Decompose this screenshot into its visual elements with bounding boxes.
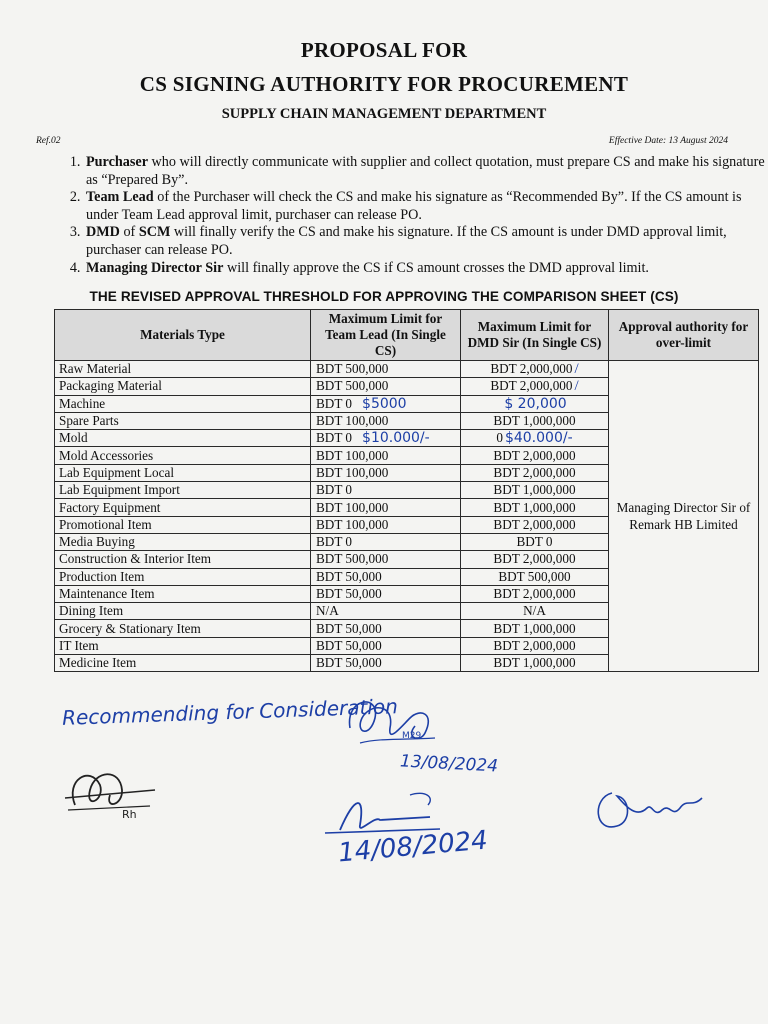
dmd-limit-cell <box>461 516 609 533</box>
dmd-limit-value: BDT 500,000 <box>498 568 571 584</box>
team-lead-limit-cell <box>311 447 461 464</box>
team-lead-limit-value: BDT 500,000 <box>316 551 389 567</box>
material-type-cell: Lab Equipment Local <box>55 464 311 481</box>
handwritten-date-1: 13/08/2024 <box>399 751 499 777</box>
dmd-limit-cell <box>461 585 609 602</box>
dmd-limit-value: BDT 2,000,000 <box>493 447 576 463</box>
dmd-limit-cell <box>461 482 609 499</box>
material-type-cell: Packaging Material <box>55 378 311 395</box>
document-title-line-1: PROPOSAL FOR <box>300 38 468 62</box>
signature-1 <box>340 688 450 758</box>
dmd-limit-value: BDT 0 <box>516 534 553 550</box>
rule-role: Purchaser <box>86 154 148 170</box>
team-lead-limit-cell <box>311 464 461 481</box>
material-type-cell: IT Item <box>55 637 311 654</box>
material-type-cell: Grocery & Stationary Item <box>55 620 311 637</box>
material-type-cell: Raw Material <box>55 361 311 378</box>
dmd-limit-value: BDT 2,000,000 <box>490 378 573 394</box>
dmd-limit-value: BDT 2,000,000 <box>493 516 576 532</box>
svg-text:M29: M29 <box>402 731 422 741</box>
rule-role: Managing Director Sir <box>86 259 224 276</box>
dmd-limit-value: BDT 2,000,000 <box>493 551 576 567</box>
team-lead-limit-value: BDT 50,000 <box>316 586 382 601</box>
dmd-limit-value: BDT 2,000,000 <box>493 637 576 653</box>
dmd-handwritten-note: $40.000/- <box>504 430 573 447</box>
team-lead-limit-cell <box>311 412 461 429</box>
dmd-limit-cell <box>461 430 609 447</box>
dmd-limit-cell <box>461 464 609 481</box>
dmd-limit-value: BDT 1,000,000 <box>493 482 576 498</box>
rule-text: will finally verify the CS and make his signature. If the CS amount is under DMD approval limit, purchaser can release PO. <box>86 224 727 258</box>
rule-role: Team Lead <box>86 189 154 206</box>
team-lead-handwritten-note: $5000 <box>362 395 407 412</box>
team-lead-limit-value: BDT 100,000 <box>316 516 389 532</box>
dmd-limit-value: 0 <box>496 430 503 446</box>
dmd-limit-cell <box>461 395 609 412</box>
dmd-limit-value: BDT 1,000,000 <box>493 655 576 671</box>
team-lead-limit-cell <box>311 568 461 585</box>
table-header-row <box>55 310 759 361</box>
material-type-cell: Promotional Item <box>55 516 311 533</box>
dmd-limit-value: BDT 1,000,000 <box>493 620 576 636</box>
team-lead-handwritten-note: $10.000/- <box>362 430 430 447</box>
column-header-team-lead: Maximum Limit for Team Lead (In Single CS) <box>311 310 461 361</box>
approval-authority-cell: Managing Director Sir of Remark HB Limited <box>609 361 759 672</box>
dmd-limit-cell <box>461 361 609 378</box>
team-lead-limit-cell <box>311 361 461 378</box>
team-lead-limit-value: BDT 100,000 <box>316 499 389 515</box>
dmd-limit-value: BDT 2,000,000 <box>493 464 576 480</box>
dmd-limit-value: BDT 1,000,000 <box>493 499 576 515</box>
rule-item <box>84 189 768 224</box>
department-name: SUPPLY CHAIN MANAGEMENT DEPARTMENT <box>221 106 547 122</box>
rule-item <box>84 224 768 259</box>
material-type-cell: Dining Item <box>55 603 311 620</box>
svg-text:Rh: Rh <box>122 808 137 821</box>
dmd-limit-cell <box>461 603 609 620</box>
team-lead-limit-value: BDT 50,000 <box>316 620 382 636</box>
material-type-cell: Spare Parts <box>55 412 311 429</box>
team-lead-limit-cell <box>311 551 461 568</box>
document-title-line-2: CS SIGNING AUTHORITY FOR PROCUREMENT <box>139 72 629 96</box>
team-lead-limit-cell <box>311 620 461 637</box>
handwritten-date-2: 14/08/2024 <box>336 825 489 869</box>
material-type-cell: Mold <box>55 430 311 447</box>
dmd-limit-cell <box>461 637 609 654</box>
team-lead-limit-value: N/A <box>316 603 339 619</box>
handwritten-tick-mark: / <box>574 361 579 378</box>
material-type-cell: Lab Equipment Import <box>55 482 311 499</box>
dmd-limit-value: N/A <box>523 603 546 619</box>
handwritten-recommendation: Recommending for Consideration <box>61 694 399 730</box>
rule-text: who will directly communicate with supplier and collect quotation, must prepare CS and make his signature as “Prepared By”. <box>86 154 765 188</box>
material-type-cell: Media Buying <box>55 533 311 550</box>
approval-threshold-table <box>54 309 759 672</box>
table-row <box>55 361 759 378</box>
team-lead-limit-value: BDT 0 <box>316 482 353 498</box>
team-lead-limit-cell <box>311 655 461 672</box>
dmd-limit-cell <box>461 551 609 568</box>
team-lead-limit-value: BDT 50,000 <box>316 568 382 584</box>
team-lead-limit-value: BDT 100,000 <box>316 413 389 429</box>
team-lead-limit-cell <box>311 533 461 550</box>
rule-role-dept: SCM <box>138 224 171 241</box>
material-type-cell: Construction & Interior Item <box>55 551 311 568</box>
dmd-limit-value: BDT 1,000,000 <box>493 413 576 429</box>
team-lead-limit-value: BDT 50,000 <box>316 655 382 671</box>
team-lead-limit-value: BDT 0 <box>316 430 353 446</box>
dmd-limit-value: BDT 2,000,000 <box>490 361 573 377</box>
material-type-cell: Mold Accessories <box>55 447 311 464</box>
column-header-dmd: Maximum Limit for DMD Sir (In Single CS) <box>461 310 609 361</box>
material-type-cell: Machine <box>55 395 311 412</box>
team-lead-limit-value: BDT 500,000 <box>316 378 389 394</box>
team-lead-limit-value: BDT 100,000 <box>316 464 389 480</box>
signature-3 <box>320 785 450 845</box>
threshold-table-title: THE REVISED APPROVAL THRESHOLD FOR APPROVING THE COMPARISON SHEET (CS) <box>89 289 679 304</box>
team-lead-limit-cell <box>311 430 461 447</box>
reference-number: Ref.02 <box>36 136 61 146</box>
rule-role: DMD <box>86 224 120 241</box>
material-type-cell: Factory Equipment <box>55 499 311 516</box>
column-header-materials: Materials Type <box>55 310 311 361</box>
rule-connector: of <box>119 224 139 241</box>
dmd-limit-cell <box>461 412 609 429</box>
rule-text: will finally approve the CS if CS amount crosses the DMD approval limit. <box>223 259 649 276</box>
team-lead-limit-cell <box>311 378 461 395</box>
signature-4 <box>592 778 712 838</box>
dmd-limit-cell <box>461 533 609 550</box>
team-lead-limit-cell <box>311 499 461 516</box>
team-lead-limit-cell <box>311 516 461 533</box>
dmd-limit-cell <box>461 499 609 516</box>
effective-date: Effective Date: 13 August 2024 <box>608 136 728 146</box>
material-type-cell: Medicine Item <box>55 655 311 672</box>
dmd-limit-cell <box>461 655 609 672</box>
dmd-limit-value: BDT 2,000,000 <box>493 586 576 601</box>
signing-rules-list <box>56 154 768 277</box>
dmd-limit-cell <box>461 378 609 395</box>
dmd-limit-cell <box>461 620 609 637</box>
material-type-cell: Production Item <box>55 568 311 585</box>
material-type-cell: Maintenance Item <box>55 585 311 602</box>
threshold-table-body <box>55 361 759 672</box>
team-lead-limit-cell <box>311 395 461 412</box>
column-header-authority: Approval authority for over-limit <box>609 310 759 361</box>
rule-text: of the Purchaser will check the CS and make his signature as “Recommended By”. If the CS amount is under Team Lead approval limit, purchaser can release PO. <box>86 189 742 223</box>
team-lead-limit-cell <box>311 603 461 620</box>
dmd-limit-cell <box>461 447 609 464</box>
team-lead-limit-cell <box>311 482 461 499</box>
handwritten-tick-mark: / <box>574 378 579 395</box>
team-lead-limit-value: BDT 0 <box>316 395 353 411</box>
signature-2 <box>60 760 170 830</box>
rule-item <box>84 260 768 278</box>
dmd-limit-cell <box>461 568 609 585</box>
team-lead-limit-value: BDT 500,000 <box>316 361 389 377</box>
team-lead-limit-cell <box>311 585 461 602</box>
team-lead-limit-value: BDT 100,000 <box>316 447 389 463</box>
rule-item <box>84 154 768 189</box>
team-lead-limit-value: BDT 0 <box>316 534 353 550</box>
team-lead-limit-cell <box>311 637 461 654</box>
team-lead-limit-value: BDT 50,000 <box>316 637 382 653</box>
dmd-handwritten-note: $ 20,000 <box>504 395 567 412</box>
